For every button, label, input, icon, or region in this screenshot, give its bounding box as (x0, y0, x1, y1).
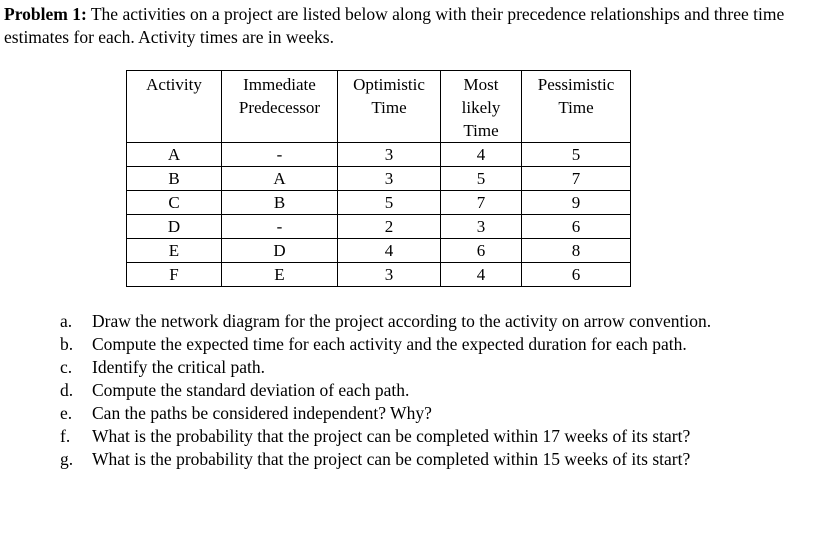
cell-most-likely: 7 (441, 191, 522, 215)
question-text: Can the paths be considered independent? Why? (92, 403, 432, 423)
question-label: f. (60, 426, 71, 446)
cell-pessimistic: 6 (522, 263, 631, 287)
header-activity: Activity (127, 71, 222, 143)
table-row (127, 191, 631, 215)
cell-activity: E (127, 239, 222, 263)
question-text: Compute the standard deviation of each path. (92, 380, 410, 400)
cell-pessimistic: 6 (522, 215, 631, 239)
cell-optimistic: 5 (338, 191, 441, 215)
header-pessimistic-time: Pessimistic Time (522, 71, 631, 143)
cell-most-likely: 3 (441, 215, 522, 239)
question-label: e. (60, 403, 73, 423)
problem-text: The activities on a project are listed below along with their precedence relationships and three time estimates for each. Activity times are in weeks. (4, 4, 785, 47)
cell-activity: C (127, 191, 222, 215)
cell-activity: F (127, 263, 222, 287)
problem-statement (4, 3, 824, 49)
cell-predecessor: D (222, 239, 338, 263)
cell-most-likely: 5 (441, 167, 522, 191)
question-item (54, 333, 760, 356)
question-item (54, 425, 760, 448)
question-list (54, 310, 760, 471)
table-row (127, 263, 631, 287)
header-optimistic-time: Optimistic Time (338, 71, 441, 143)
cell-pessimistic: 5 (522, 143, 631, 167)
question-label: g. (60, 449, 74, 469)
cell-most-likely: 4 (441, 143, 522, 167)
problem-label: Problem 1: (4, 4, 87, 24)
cell-pessimistic: 7 (522, 167, 631, 191)
cell-optimistic: 3 (338, 143, 441, 167)
header-most-likely-time: Most likely Time (441, 71, 522, 143)
cell-pessimistic: 8 (522, 239, 631, 263)
question-item (54, 402, 760, 425)
cell-activity: B (127, 167, 222, 191)
cell-predecessor: - (222, 143, 338, 167)
question-label: d. (60, 380, 74, 400)
question-text: Draw the network diagram for the project according to the activity on arrow convention. (92, 311, 712, 331)
question-item (54, 379, 760, 402)
cell-pessimistic: 9 (522, 191, 631, 215)
cell-optimistic: 2 (338, 215, 441, 239)
table-row (127, 167, 631, 191)
cell-optimistic: 3 (338, 167, 441, 191)
table-row (127, 239, 631, 263)
header-immediate-predecessor: Immediate Predecessor (222, 71, 338, 143)
cell-activity: D (127, 215, 222, 239)
cell-optimistic: 3 (338, 263, 441, 287)
question-item (54, 448, 760, 471)
table-header-row (127, 71, 631, 143)
cell-predecessor: - (222, 215, 338, 239)
table-row (127, 215, 631, 239)
cell-optimistic: 4 (338, 239, 441, 263)
question-label: b. (60, 334, 74, 354)
cell-predecessor: A (222, 167, 338, 191)
question-label: a. (60, 311, 73, 331)
question-text: Compute the expected time for each activity and the expected duration for each path. (92, 334, 687, 354)
question-label: c. (60, 357, 73, 377)
cell-activity: A (127, 143, 222, 167)
cell-most-likely: 6 (441, 239, 522, 263)
cell-predecessor: E (222, 263, 338, 287)
question-item (54, 310, 760, 333)
cell-predecessor: B (222, 191, 338, 215)
question-text: Identify the critical path. (92, 357, 265, 377)
question-text: What is the probability that the project can be completed within 17 weeks of its start? (92, 426, 691, 446)
question-item (54, 356, 760, 379)
cell-most-likely: 4 (441, 263, 522, 287)
table-row (127, 143, 631, 167)
question-text: What is the probability that the project can be completed within 15 weeks of its start? (92, 449, 691, 469)
activity-table (126, 70, 631, 287)
